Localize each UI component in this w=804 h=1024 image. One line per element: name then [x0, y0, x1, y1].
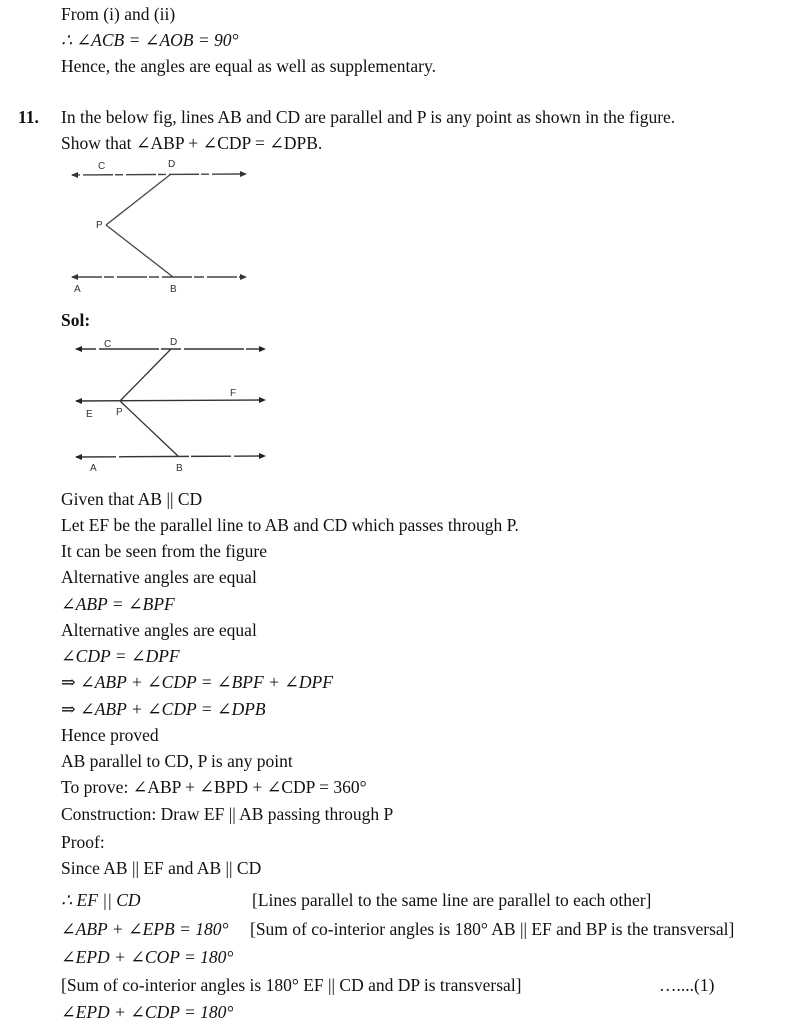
to-prove-line: To prove: ∠ABP + ∠BPD + ∠CDP = 360°	[61, 777, 367, 797]
proof-heading: Proof:	[61, 832, 105, 852]
question-text-line-2: Show that ∠ABP + ∠CDP = ∠DPB.	[61, 133, 323, 153]
equation-5: ∠ABP + ∠EPB = 180°	[61, 919, 229, 939]
fig2-label-a: A	[90, 463, 97, 474]
reference-1: …....(1)	[659, 975, 715, 995]
fig1-label-b: B	[170, 284, 177, 295]
fig1-label-d: D	[168, 159, 176, 170]
alternative-angles-line-1: Alternative angles are equal	[61, 567, 257, 587]
fig2-label-p: P	[116, 407, 123, 418]
fig2-label-c: C	[104, 339, 112, 350]
equation-1: ∠ABP = ∠BPF	[61, 594, 175, 614]
equation-6: ∠EPD + ∠COP = 180°	[61, 947, 234, 967]
equation-4: ⇒ ∠ABP + ∠CDP = ∠DPB	[61, 699, 266, 719]
question-number: 11.	[18, 107, 39, 127]
reason-2: [Sum of co-interior angles is 180° AB || EF and BP is the transversal]	[250, 919, 735, 939]
seen-line: It can be seen from the figure	[61, 541, 268, 561]
fig1-label-a: A	[74, 284, 81, 295]
prev-from-line: From (i) and (ii)	[61, 4, 176, 24]
fig1-label-c: C	[98, 161, 106, 172]
fig2-label-d: D	[170, 337, 178, 348]
since-line: Since AB || EF and AB || CD	[61, 858, 262, 878]
ab-parallel-line: AB parallel to CD, P is any point	[61, 751, 293, 771]
reason-3: [Sum of co-interior angles is 180° EF || CD and DP is transversal]	[61, 975, 522, 995]
prev-hence-line: Hence, the angles are equal as well as supplementary.	[61, 56, 436, 76]
fig2-label-b: B	[176, 463, 183, 474]
equation-7: ∠EPD + ∠CDP = 180°	[61, 1002, 234, 1022]
hence-proved-line: Hence proved	[61, 725, 159, 745]
let-line: Let EF be the parallel line to AB and CD which passes through P.	[61, 515, 519, 535]
fig2-label-f: F	[230, 388, 237, 399]
prev-therefore-equation: ∴ ∠ACB = ∠AOB = 90°	[61, 30, 239, 50]
construction-line: Construction: Draw EF || AB passing through P	[61, 804, 394, 824]
fig2-label-e: E	[86, 409, 93, 420]
solution-title: Sol:	[61, 310, 91, 330]
therefore-line: ∴ EF || CD	[61, 890, 141, 910]
solution-figure	[70, 333, 270, 478]
equation-2: ∠CDP = ∠DPF	[61, 646, 180, 666]
question-figure	[60, 155, 260, 300]
fig1-label-p: P	[96, 220, 103, 231]
alternative-angles-line-2: Alternative angles are equal	[61, 620, 257, 640]
reason-1: [Lines parallel to the same line are parallel to each other]	[252, 890, 652, 910]
question-text-line-1: In the below fig, lines AB and CD are parallel and P is any point as shown in the figure.	[61, 107, 676, 127]
equation-3: ⇒ ∠ABP + ∠CDP = ∠BPF + ∠DPF	[61, 672, 333, 692]
given-line: Given that AB || CD	[61, 489, 203, 509]
